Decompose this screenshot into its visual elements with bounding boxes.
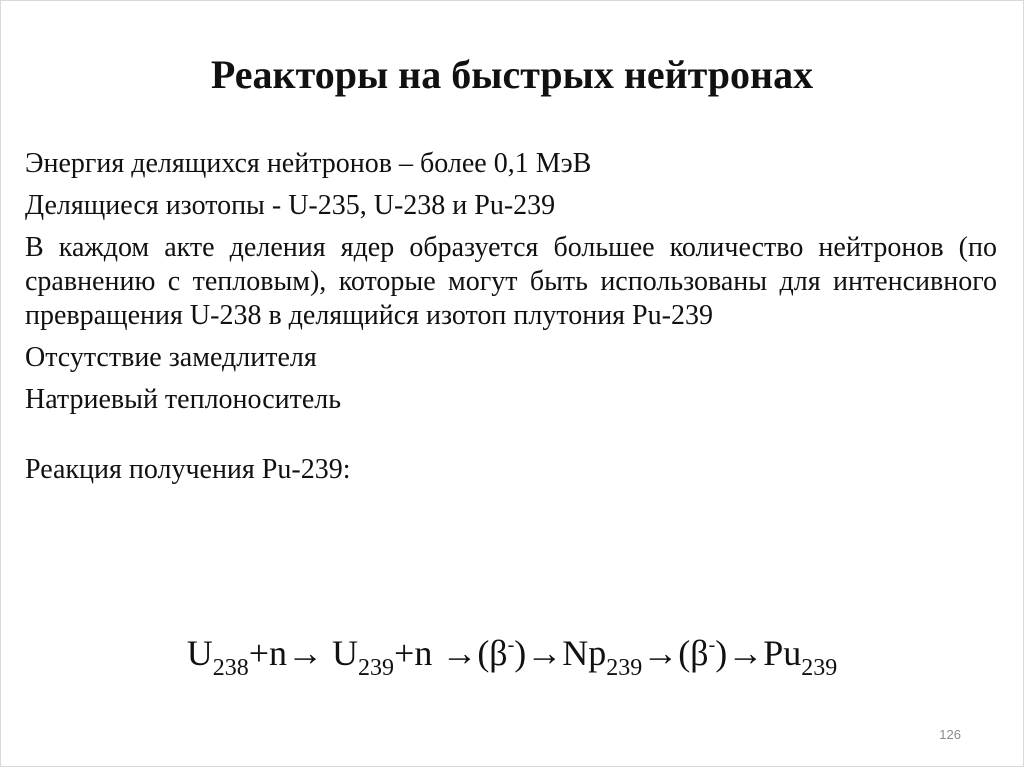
paragraph-coolant: Натриевый теплоноситель — [25, 384, 342, 415]
formula-subscript: 238 — [212, 655, 249, 681]
slide-title: Реакторы на быстрых нейтронах — [210, 52, 814, 97]
page-number: 126 — [939, 727, 961, 742]
formula-superscript: - — [507, 634, 515, 656]
formula-subscript: 239 — [606, 655, 643, 681]
formula-superscript: - — [708, 634, 716, 656]
reaction-label: Реакция получения Pu-239: — [25, 454, 351, 485]
formula-subscript: 239 — [801, 655, 838, 681]
formula-part: )→Np — [514, 633, 607, 673]
slide-content — [25, 147, 997, 495]
paragraph-neutrons: В каждом акте деления ядер образуется большее количество нейтронов (по сравнению с тепловым), которые могут быть использованы для интенсивного превращения U-238 в делящийся изотоп плутония Pu-239 — [25, 232, 997, 331]
formula-part: U — [186, 633, 213, 673]
formula-part: +n→ U — [248, 633, 359, 673]
paragraph-energy: Энергия делящихся нейтронов – более 0,1 МэВ — [25, 148, 592, 179]
reaction-formula — [1, 629, 1023, 681]
paragraph-moderator: Отсутствие замедлителя — [25, 342, 317, 373]
formula-part: )→Pu — [715, 633, 802, 673]
formula-part: +n →(β — [394, 633, 508, 673]
paragraph-isotopes: Делящиеся изотопы - U-235, U-238 и Pu-239 — [25, 190, 556, 221]
formula-part: →(β — [642, 633, 709, 673]
formula-subscript: 239 — [358, 655, 395, 681]
